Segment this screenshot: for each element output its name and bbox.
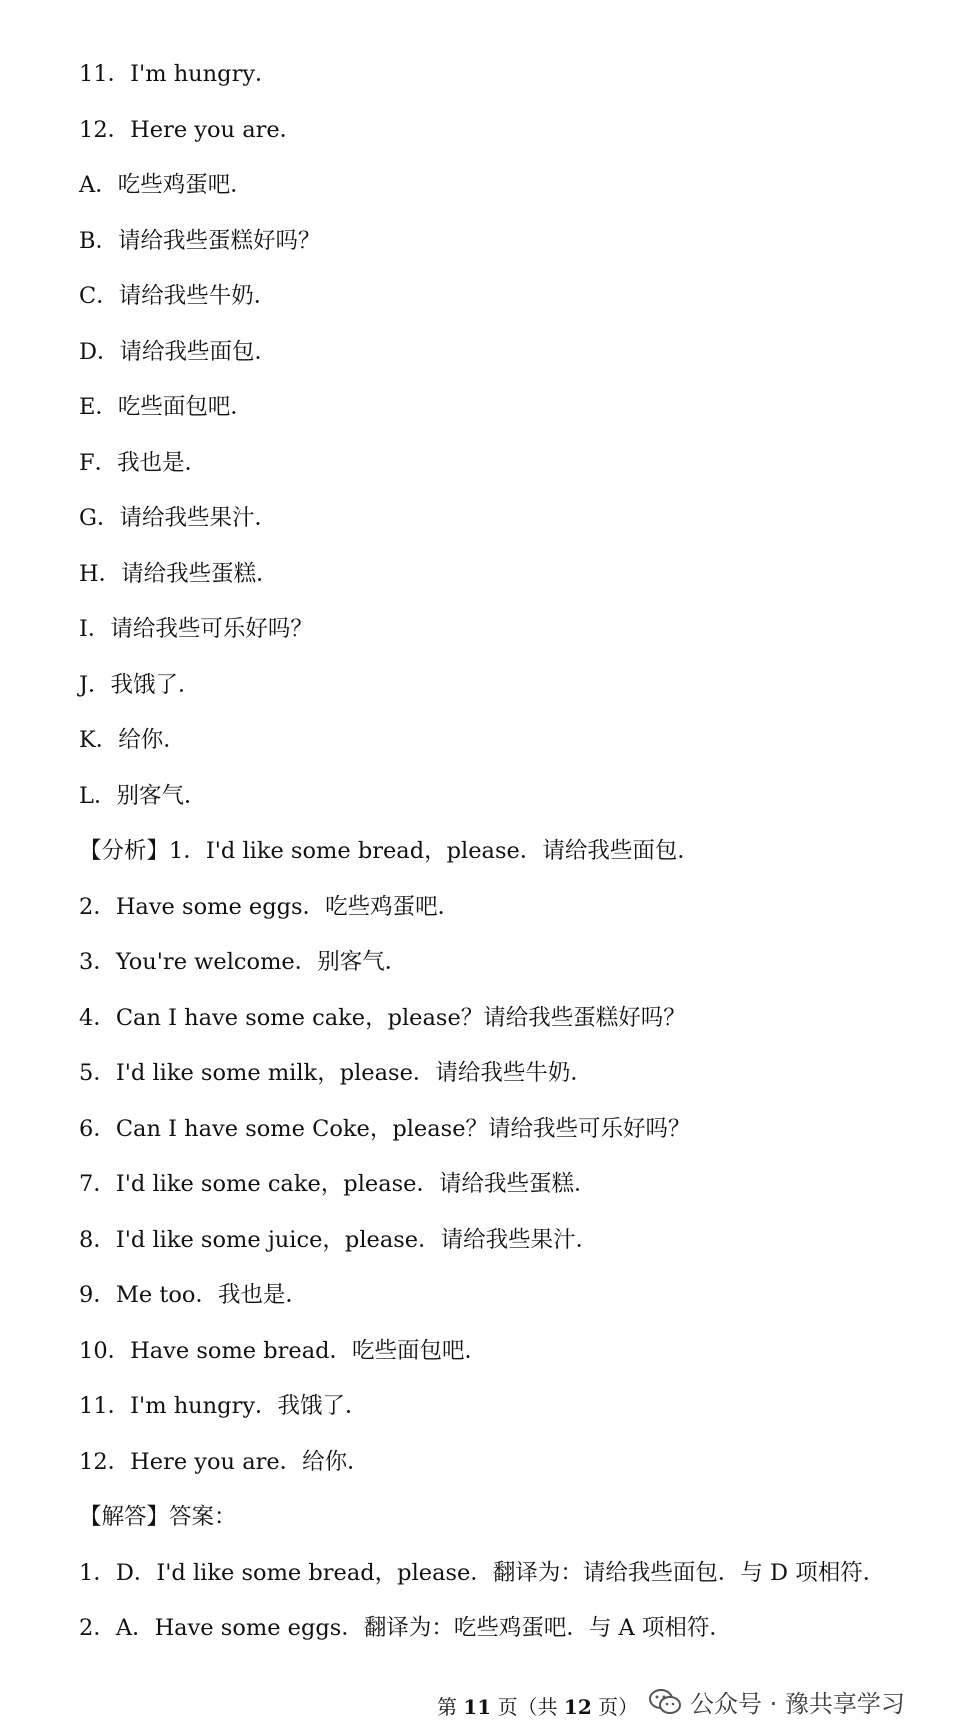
text-line: F．我也是． [79, 449, 208, 476]
text-line: 12．Here you are．给你． [79, 1448, 370, 1475]
text-line: G．请给我些果汁． [79, 505, 277, 531]
text-line: A．吃些鸡蛋吧． [79, 172, 253, 198]
text-line: 5．I'd like some milk，please．请给我些牛奶． [79, 1060, 593, 1086]
wechat-icon [648, 1688, 682, 1716]
text-line: 3．You're welcome．别客气． [79, 949, 408, 975]
footer-page-number: 11 [463, 1695, 492, 1719]
footer-prefix: 第 [437, 1695, 457, 1719]
text-line: E．吃些面包吧． [79, 394, 253, 420]
text-line: 11．I'm hungry．我饿了． [79, 1393, 368, 1419]
text-line: 10．Have some bread．吃些面包吧． [79, 1337, 488, 1364]
text-line: I．请给我些可乐好吗？ [79, 616, 313, 642]
text-line: 7．I'd like some cake，please．请给我些蛋糕． [79, 1171, 597, 1197]
text-body [79, 54, 931, 1664]
watermark-text: 公众号 · 豫共享学习 [690, 1690, 905, 1718]
footer-total-pages: 12 [563, 1695, 592, 1719]
watermark [648, 1684, 905, 1719]
text-line: 2．Have some eggs．吃些鸡蛋吧． [79, 893, 461, 920]
text-line: K．给你． [79, 727, 186, 753]
text-line: H．请给我些蛋糕． [79, 560, 279, 587]
text-line: 【分析】1．I'd like some bread，please．请给我些面包． [79, 838, 700, 864]
text-line: B．请给我些蛋糕好吗？ [79, 227, 321, 254]
text-line: 6．Can I have some Coke，please？请给我些可乐好吗？ [79, 1115, 691, 1142]
footer-suffix: 页） [598, 1695, 639, 1719]
text-line: J．我饿了． [79, 671, 201, 698]
text-line: 【解答】答案： [79, 1504, 237, 1530]
text-line: L．别客气． [79, 782, 207, 809]
text-line: 11．I'm hungry． [79, 61, 278, 87]
text-line: C．请给我些牛奶． [79, 283, 277, 309]
text-line: 9．Me too．我也是． [79, 1282, 308, 1308]
text-line: 8．I'd like some juice，please．请给我些果汁． [79, 1226, 599, 1253]
text-line: 12．Here you are． [79, 116, 303, 143]
page-footer [437, 1695, 638, 1719]
text-line: 1．D．I'd like some bread，please．翻译为：请给我些面包．与 D 项相符． [79, 1559, 886, 1586]
text-line: D．请给我些面包． [79, 338, 278, 365]
text-line: 2．A．Have some eggs．翻译为：吃些鸡蛋吧．与 A 项相符． [79, 1615, 732, 1641]
text-line: 4．Can I have some cake，please？请给我些蛋糕好吗？ [79, 1004, 686, 1031]
footer-middle: 页（共 [497, 1695, 558, 1719]
